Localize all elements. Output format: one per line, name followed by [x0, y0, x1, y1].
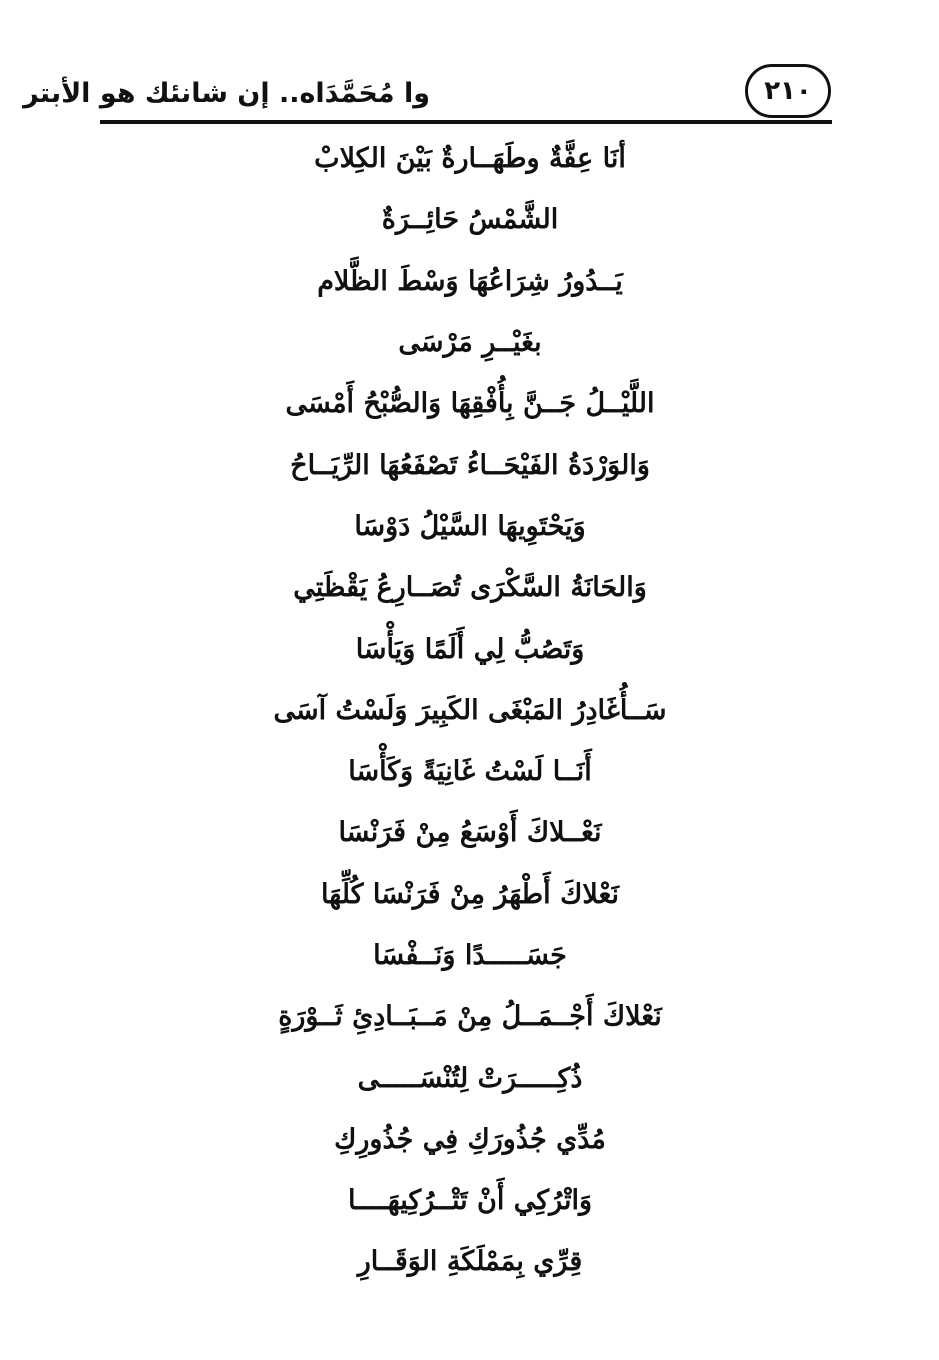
poem-line: ذُكِـــــرَتْ لِتُنْسَـــــى: [357, 1062, 583, 1094]
poem-line: وَاتْرُكِي أَنْ تَتْــرُكِيهَــــا: [347, 1185, 593, 1217]
running-title: وا مُحَمَّدَاه.. إن شانئك هو الأبتر: [23, 78, 430, 109]
poem-line: بغَيْــرِ مَرْسَى: [398, 327, 542, 359]
poem-line: وَتَصُبُّ لِي أَلَمًا وَيَأْسَا: [355, 633, 585, 665]
poem-line: وَالوَرْدَةُ الفَيْحَــاءُ تَصْفَعُهَا الرِّيَــاحُ: [290, 449, 650, 481]
poem-line: أَنَــا لَسْتُ غَانِيَةً وَكَأْسَا: [348, 756, 592, 788]
poem-line: الشَّمْسُ حَائِــرَةٌ: [381, 204, 559, 236]
poem-line: وَيَحْتَوِيهَا السَّيْلُ دَوْسَا: [354, 510, 586, 542]
poem: [200, 128, 740, 1293]
poem-line: نَعْلاكَ أَطْهَرُ مِنْ فَرَنْسَا كُلِّهَا: [321, 878, 619, 910]
poem-line: وَالحَانَةُ السَّكْرَى تُصَــارِعُ يَقْظَتِي: [293, 572, 647, 604]
page-header: [23, 60, 835, 128]
poem-line: مُدِّي جُذُورَكِ فِي جُذُورِكِ: [334, 1123, 606, 1155]
page-number: ٢١٠: [764, 76, 812, 106]
poem-line: سَــأُغَادِرُ المَبْغَى الكَبِيرَ وَلَسْتُ آسَى: [273, 694, 667, 726]
poem-line: يَــدُورُ شِرَاعُهَا وَسْطَ الظَّلام: [317, 265, 623, 297]
page-number-badge: [745, 64, 831, 118]
poem-line: أنَا عِفَّةٌ وطَهَــارةٌ بَيْنَ الكِلابْ: [314, 143, 626, 175]
header-rule: [100, 120, 832, 124]
poem-line: قِرِّي بِمَمْلَكَةِ الوَقَــارِ: [357, 1246, 583, 1278]
poem-line: نَعْــلاكَ أَوْسَعُ مِنْ فَرَنْسَا: [338, 817, 602, 849]
poem-line: اللَّيْــلُ جَــنَّ بِأُفْقِهَا وَالصُّبْحُ أَمْسَى: [285, 388, 655, 420]
poem-line: نَعْلاكَ أَجْــمَــلُ مِنْ مَــبَــادِئِ ثَــوْرَةٍ: [278, 1001, 662, 1033]
poem-line: جَسَـــــدًا وَنَــفْسَا: [373, 940, 567, 971]
